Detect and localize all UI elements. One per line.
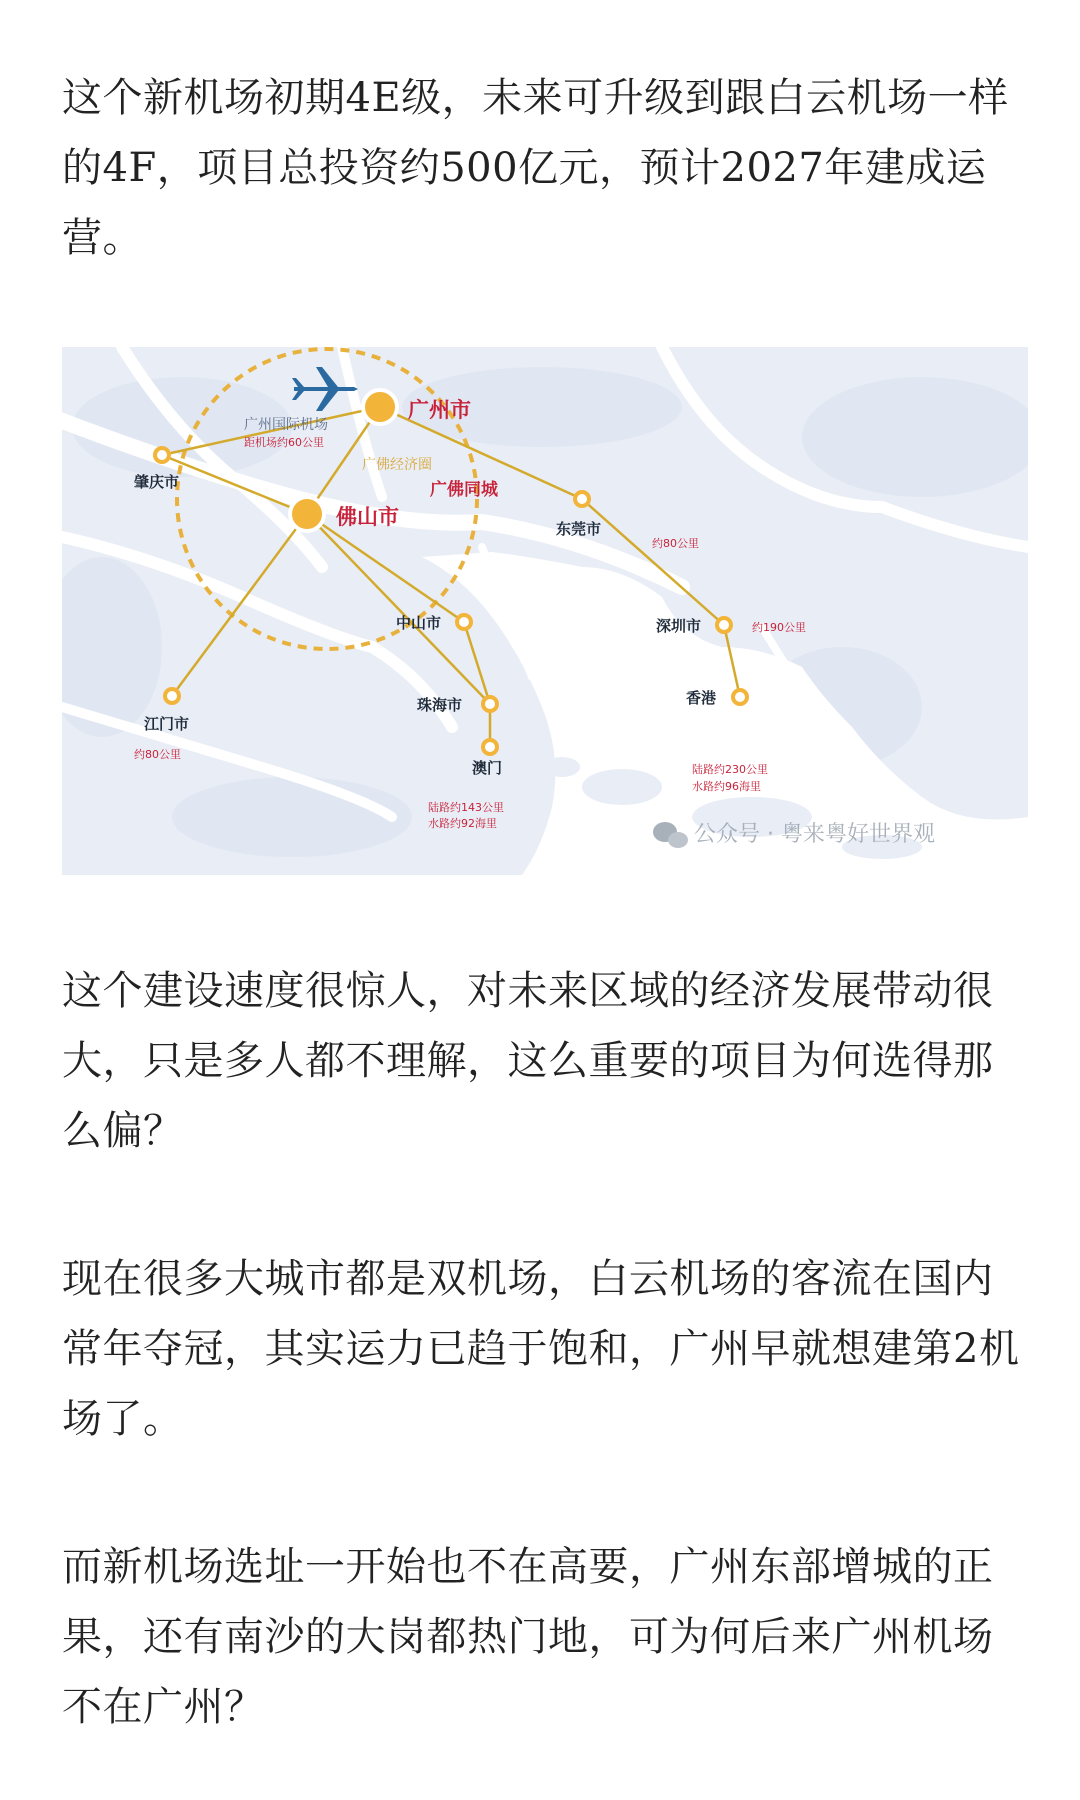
node-zhaoqing — [155, 448, 169, 462]
label-macau: 澳门 — [472, 759, 503, 777]
node-guangzhou — [363, 390, 397, 424]
node-zhuhai — [483, 697, 497, 711]
label-airport-distance: 距机场约60公里 — [244, 436, 324, 449]
label-guangzhou: 广州市 — [408, 398, 471, 422]
label-airport: 广州国际机场 — [244, 417, 328, 433]
paragraph-2: 这个建设速度很惊人，对未来区域的经济发展带动很大，只是多人都不理解，这么重要的项目为何选得那么偏？ — [62, 968, 994, 1154]
label-jiangmen: 江门市 — [144, 715, 190, 733]
paragraph-1: 这个新机场初期4E级，未来可升级到跟白云机场一样的4F，项目总投资约500亿元，预计2027年建成运营。 — [62, 75, 1009, 261]
label-hongkong-water: 水路约96海里 — [692, 780, 761, 793]
label-zhaoqing: 肇庆市 — [134, 473, 180, 491]
label-foshan: 佛山市 — [336, 505, 399, 529]
label-circle: 广佛经济圈 — [362, 457, 432, 473]
label-hongkong-land: 陆路约230公里 — [692, 763, 768, 776]
watermark-text: 公众号 · 粤来粤好世界观 — [694, 822, 935, 847]
node-dongguan — [575, 492, 589, 506]
label-macau-land: 陆路约143公里 — [428, 801, 504, 814]
watermark — [653, 822, 935, 848]
paragraph-4: 而新机场选址一开始也不在高要，广州东部增城的正果，还有南沙的大岗都热门地，可为何后来广州机场不在广州？ — [62, 1544, 994, 1730]
paragraph-3: 现在很多大城市都是双机场，白云机场的客流在国内常年夺冠，其实运力已趋于饱和，广州早就想建第2机场了。 — [62, 1256, 1020, 1442]
label-hongkong: 香港 — [686, 689, 717, 707]
label-macau-water: 水路约92海里 — [428, 817, 497, 830]
label-zhongshan: 中山市 — [396, 614, 442, 632]
label-shenzhen-distance: 约190公里 — [752, 621, 806, 634]
node-macau — [483, 740, 497, 754]
label-tongcheng: 广佛同城 — [430, 480, 498, 500]
node-shenzhen — [717, 618, 731, 632]
node-jiangmen — [165, 689, 179, 703]
node-zhongshan — [457, 615, 471, 629]
label-jiangmen-distance: 约80公里 — [134, 748, 181, 761]
label-dongguan-distance: 约80公里 — [652, 537, 699, 550]
node-hongkong — [733, 690, 747, 704]
label-shenzhen: 深圳市 — [656, 617, 702, 635]
label-dongguan: 东莞市 — [556, 520, 602, 538]
node-foshan — [290, 497, 324, 531]
map-image — [62, 347, 1028, 875]
label-zhuhai: 珠海市 — [417, 696, 463, 714]
